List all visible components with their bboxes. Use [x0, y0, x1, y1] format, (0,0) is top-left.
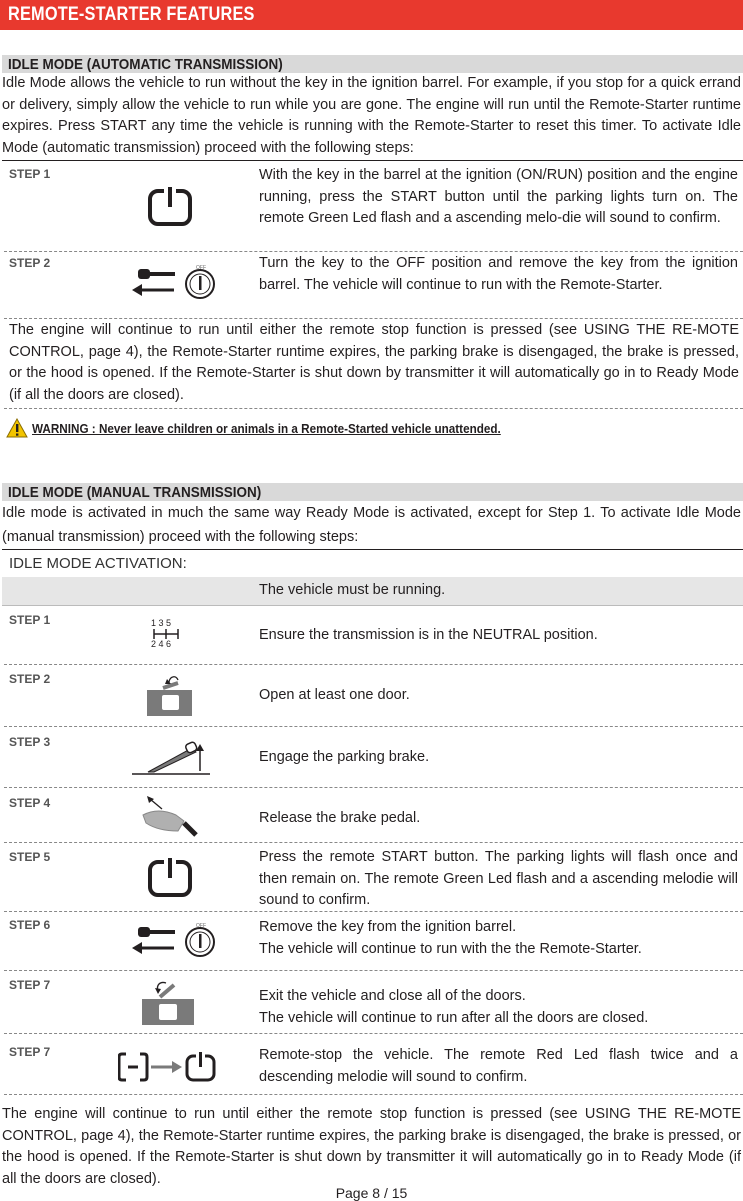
step-text-line: Exit the vehicle and close all of the doors.: [259, 988, 526, 1004]
step-text: Release the brake pedal.: [259, 810, 421, 826]
step-text: Engage the parking brake.: [259, 749, 430, 765]
step-label: STEP 6: [9, 918, 51, 932]
door-close-icon: [140, 979, 196, 1027]
divider: [4, 1094, 743, 1095]
precondition-row: [2, 577, 743, 606]
ignition-off-label: OFF: [196, 265, 206, 271]
step-text: Turn the key to the OFF position and remove the key from the ignition barrel. The vehicle will continue to run with the Remote-Starter.: [259, 255, 738, 293]
precondition-text: The vehicle must be running.: [259, 582, 446, 598]
step-text: [259, 917, 738, 960]
section-heading-manual: [2, 483, 743, 501]
brake-pedal-icon: [138, 795, 204, 839]
divider: [4, 842, 743, 843]
key-removal-icon: [130, 263, 220, 301]
page-header-bar: [0, 0, 743, 30]
warning-line: [6, 418, 501, 440]
divider: [4, 251, 743, 252]
manual-closing-paragraph: The engine will continue to run until either the remote stop function is pressed (see USING THE RE-MOTE CONTROL, page 4), the Remote-Starter runtime expires, the parking brake is disengaged, the brake is pressed, or the hood is opened. If the Remote-Starter is shut down by transmitter it will automatically go in to Ready Mode (if all the doors are closed).: [2, 1106, 741, 1187]
power-button-icon: [147, 185, 193, 227]
divider: [2, 160, 743, 161]
step-text: Ensure the transmission is in the NEUTRAL position.: [259, 627, 598, 643]
step-text-line: Remove the key from the ignition barrel.: [259, 919, 517, 935]
remote-stop-icon: [118, 1050, 218, 1084]
page-number: Page 8 / 15: [335, 1185, 408, 1201]
divider: [4, 664, 743, 665]
divider: [4, 1033, 743, 1034]
step-text: Press the remote START button. The parking lights will flash once and then remain on. The remote Green Led flash and a ascending melodie will sound to confirm.: [259, 849, 738, 909]
gear-numbers-top: 1 3 5: [151, 618, 172, 628]
section-heading-text: IDLE MODE (AUTOMATIC TRANSMISSION): [8, 56, 283, 73]
section-heading-text: IDLE MODE (MANUAL TRANSMISSION): [8, 484, 262, 501]
section-heading-automatic: [2, 55, 743, 73]
divider: [4, 318, 743, 319]
step-label: STEP 4: [9, 796, 51, 810]
activation-title: IDLE MODE ACTIVATION:: [9, 555, 187, 572]
divider: [4, 911, 743, 912]
step-label: STEP 2: [9, 256, 51, 270]
divider: [4, 726, 743, 727]
step-label: STEP 7: [9, 1045, 51, 1059]
power-button-icon: [147, 856, 193, 898]
step-text: Remote-stop the vehicle. The remote Red Led flash twice and a descending melodie will sound to confirm.: [259, 1047, 738, 1085]
manual-intro-paragraph: Idle mode is activated in much the same way Ready Mode is activated, except for Step 1. To activate Idle Mode (manual transmission) proceed with the following steps:: [2, 505, 741, 545]
key-removal-icon: [130, 921, 220, 959]
step-text-line: The vehicle will continue to run with the the Remote-Starter.: [259, 940, 642, 957]
step-label: STEP 1: [9, 613, 51, 627]
divider: [4, 408, 743, 409]
step-label: STEP 5: [9, 850, 51, 864]
auto-intro-paragraph: Idle Mode allows the vehicle to run without the key in the ignition barrel. For example, if you stop for a quick errand or delivery, simply allow the vehicle to run while you are gone. The engine will run until the Remote-Starter runtime expires. Press START any time the vehicle is running with the Remote-Starter to reset this timer. To activate Idle Mode (automatic transmission) proceed with the following steps:: [2, 75, 741, 156]
divider: [4, 787, 743, 788]
step-text: Open at least one door.: [259, 687, 410, 703]
divider: [2, 549, 743, 550]
page-title: REMOTE-STARTER FEATURES: [8, 4, 255, 25]
warning-icon: [6, 418, 28, 438]
gear-shift-icon: [149, 617, 189, 649]
step-text-line: The vehicle will continue to run after all the doors are closed.: [259, 1009, 649, 1026]
gear-numbers-bottom: 2 4 6: [151, 639, 172, 649]
ignition-off-label: OFF: [196, 923, 206, 929]
divider: [4, 970, 743, 971]
auto-closing-paragraph: The engine will continue to run until either the remote stop function is pressed (see USING THE RE-MOTE CONTROL, page 4), the Remote-Starter runtime expires, the parking brake is disengaged, the brake is pressed, or the hood is opened. If the Remote-Starter is shut down by transmitter it will automatically go in to Ready Mode (if all the doors are closed).: [9, 322, 739, 403]
step-text: With the key in the barrel at the ignition (ON/RUN) position and the engine running, press the START button until the parking lights turn on. The remote Green Led flash and a ascending melo-die will sound to confirm.: [259, 167, 738, 227]
step-label: STEP 1: [9, 167, 51, 181]
door-open-icon: [145, 674, 195, 718]
step-text: [259, 986, 738, 1029]
parking-brake-icon: [130, 738, 212, 778]
step-label: STEP 3: [9, 735, 51, 749]
step-label: STEP 2: [9, 672, 51, 686]
warning-text: WARNING : Never leave children or animals in a Remote-Started vehicle unattended.: [32, 421, 501, 436]
step-label: STEP 7: [9, 978, 51, 992]
